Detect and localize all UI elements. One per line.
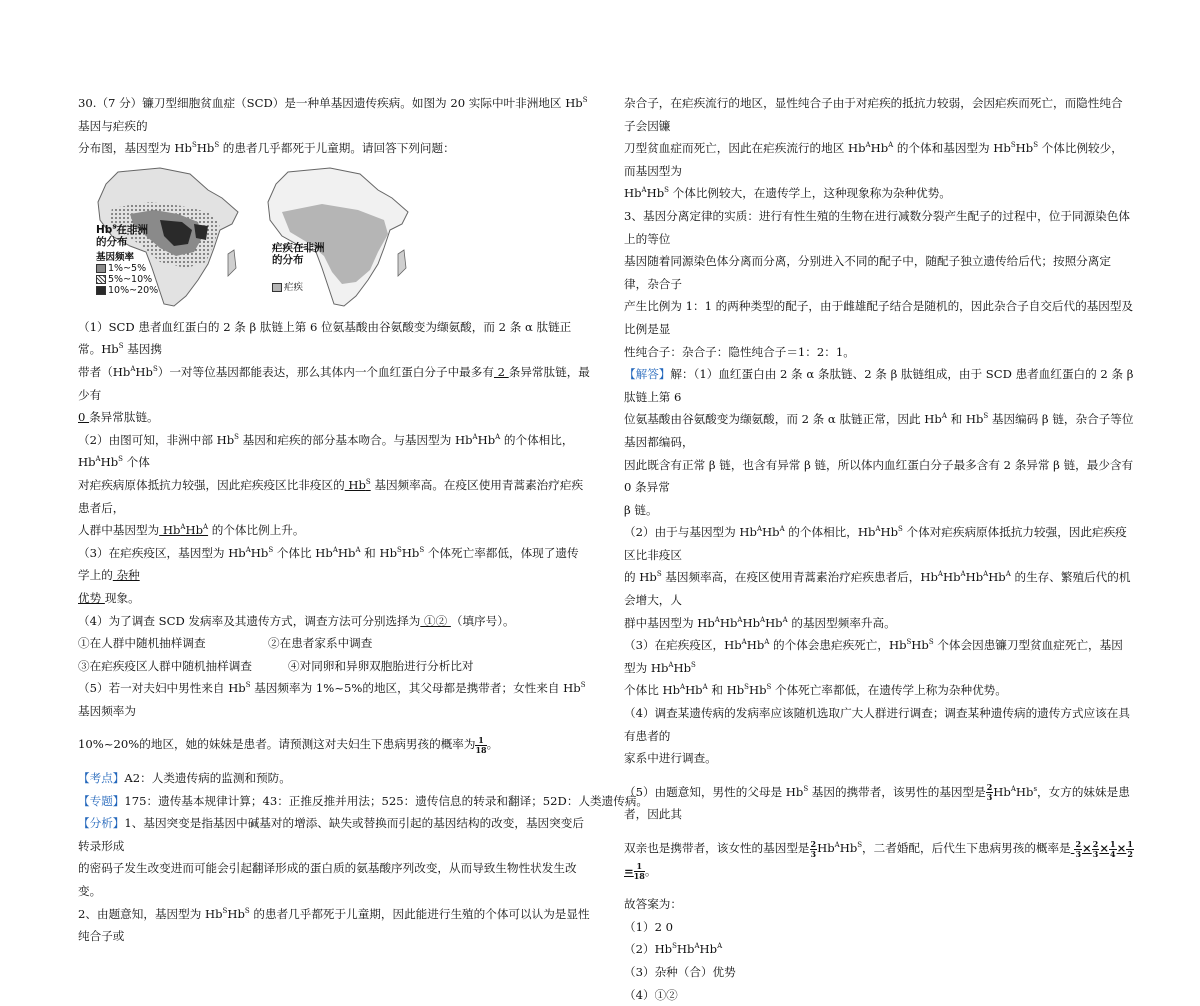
- part2-line3: 人群中基因型为 $Hb^AHb^A$ 的个体比例上升。: [78, 523, 305, 538]
- analysis-line: 杂合子，在疟疾流行的地区，显性纯合子由于对疟疾的抵抗力较弱，会因疟疾而死亡，而隐性纯合子会因镰: [624, 96, 1123, 133]
- fraction: $\frac{2}{3}$: [1092, 838, 1099, 859]
- legend-item-low: 1%~5%: [96, 263, 158, 274]
- part4: （4）为了调查 SCD 发病率及其遗传方式，调查方法可分别选择为 ①② （填序号）。: [78, 613, 515, 628]
- analysis-line: 性纯合子：杂合子：隐性纯合子＝1：2：1。: [624, 344, 855, 359]
- options-row2: ③在疟疾疫区人群中随机抽样调查 ④对同卵和异卵双胞胎进行分析比对: [78, 658, 474, 673]
- solution-line: 双亲也是携带者，该女性的基因型是 $\frac{2}{3}$ $Hb^AHb^S$，二者婚配，后代生下患病男孩的概率是 $\frac{2}{3}$ × $\frac{2}{3}$ × $\frac{1}{4}$ × $\frac{1}{2}$ = $\frac{1}{18}$ 。: [624, 838, 1133, 882]
- solution-line: β 链。: [624, 502, 658, 517]
- part3-line2: 优势 现象。: [78, 590, 140, 605]
- solution-line: 【解答】解：（1）血红蛋白由 2 条 α 条肽链、2 条 β 肽链组成，由于 SCD 患者血红蛋白的 2 条 β 肽链上第 6: [624, 367, 1134, 404]
- legend-swatch-icon: [96, 264, 106, 273]
- fenxi-line3: 2、由题意知，基因型为 $Hb^SHb^S$ 的患者几乎都死于儿童期，因此能进行生殖的个体可以认为是显性纯合子或: [78, 906, 590, 944]
- answer-label: 故答案为：: [624, 897, 682, 912]
- analysis-line: 3、基因分离定律的实质：进行有性生殖的生物在进行减数分裂产生配子的过程中，位于同源染色体上的等位: [624, 208, 1130, 246]
- hbs-map-legend: 基因频率 1%~5% 5%~10% 10%~20%: [96, 251, 159, 296]
- answer-blank: 优势: [78, 590, 105, 605]
- analysis-line: 基因随着同源染色体分离而分离，分别进入不同的配子中，随配子独立遗传给后代；按照分离定律，杂合子: [624, 254, 1111, 291]
- solution-line: 个体比 $Hb^AHb^A$ 和 $Hb^SHb^S$ 个体死亡率都低，在遗传学上称为杂种优势。: [624, 683, 1007, 698]
- analysis-line: 刀型贫血症而死亡，因此在疟疾流行的地区 $Hb^AHb^A$ 的个体和基因型为 $Hb^SHb^S$ 个体比例较少，而基因型为: [624, 141, 1123, 178]
- answer-blank: [475, 734, 487, 755]
- africa-maps-figure: [90, 164, 420, 314]
- part2: （2）由图可知，非洲中部 $Hb^S$ 基因和疟疾的部分基本吻合。与基因型为 $Hb^AHb^A$ 的个体相比，$Hb^AHb^S$ 个体: [78, 432, 574, 470]
- answer-4: （4）①②: [624, 987, 678, 1002]
- analysis-line: $Hb^AHb^S$ 个体比例较大，在遗传学上，这种现象称为杂种优势。: [624, 186, 951, 201]
- fraction: $\frac{2}{3}$: [986, 782, 993, 803]
- answer-blank: ①②: [420, 613, 451, 628]
- kaodian: 【考点】A2：人类遗传病的监测和预防。: [78, 771, 291, 786]
- solution-line: 因此既含有正常 β 链，也含有异常 β 链，所以体内血红蛋白分子最多含有 2 条异常 β 链，最少含有 0 条异常: [624, 457, 1134, 495]
- jieda-tag: 【解答】: [624, 367, 671, 382]
- right-column: [624, 92, 1134, 1006]
- solution-line: （4）调查某遗传病的发病率应该随机选取广大人群进行调查；调查某种遗传病的遗传方式应该在具有患者的: [624, 706, 1130, 743]
- fenxi: 【分析】1、基因突变是指基因中碱基对的增添、缺失或替换而引起的基因结构的改变，基因突变后转录形成: [78, 816, 584, 853]
- part1: （1）SCD 患者血红蛋白的 2 条 β 肽链上第 6 位氨基酸由谷氨酸变为缬氨酸，而 2 条 α 肽链正常。$Hb^S$ 基因携: [78, 319, 572, 357]
- kaodian-tag: 【考点】: [78, 771, 125, 786]
- malaria-map-legend: 疟疾: [272, 282, 303, 293]
- solution-line: 家系中进行调查。: [624, 751, 717, 766]
- fraction: $\frac{1}{2}$: [1127, 838, 1133, 859]
- part5-line2: 10%~20%的地区，她的妹妹是患者。请预测这对夫妇生下患病男孩的概率为 $\frac{1}{18}$ 。: [78, 734, 499, 755]
- fraction: $\frac{2}{3}$: [810, 838, 817, 859]
- zhuanti: 【专题】175：遗传基本规律计算；43：正推反推并用法；525：遗传信息的转录和翻译；52D：人类遗传病。: [78, 793, 649, 808]
- fenxi-line2: 的密码子发生改变进而可能会引起翻译形成的蛋白质的氨基酸序列改变，从而导致生物性状发生改变。: [78, 861, 577, 899]
- answer-1: （1）2 0: [624, 919, 674, 934]
- answer-3: （3）杂种（合）优势: [624, 964, 736, 979]
- fenxi-tag: 【分析】: [78, 816, 125, 831]
- legend-swatch-icon: [96, 286, 106, 295]
- legend-swatch-icon: [96, 275, 106, 284]
- fraction: $\frac{1}{18}$: [475, 734, 487, 755]
- part3: （3）在疟疾疫区，基因型为 $Hb^AHb^S$ 个体比 $Hb^AHb^A$ 和 $Hb^SHb^S$ 个体死亡率都低，体现了遗传学上的 杂种: [78, 545, 579, 583]
- question-line2: 分布图，基因型为 $Hb^SHb^S$ 的患者几乎都死于儿童期。请回答下列问题：: [78, 141, 455, 156]
- solution-line: 位氨基酸由谷氨酸变为缬氨酸，而 2 条 α 肽链正常，因此 $Hb^A$ 和 $Hb^S$ 基因编码 β 链，杂合子等位基因都编码，: [624, 412, 1134, 449]
- answer-blank: 2: [493, 364, 509, 379]
- probability-calculation: $\frac{2}{3}$ × $\frac{2}{3}$ × $\frac{1}{4}$ × $\frac{1}{2}$ = $\frac{1}{18}$: [624, 838, 1133, 882]
- answer-blank: $Hb^S$: [344, 477, 371, 492]
- part1-line2: 带者$(Hb^AHb^S)$一对等位基因都能表达，那么其体内一个血红蛋白分子中最多有 2 条异常肽链，最少有: [78, 364, 590, 402]
- part2-line2: 对疟疾病原体抵抗力较强，因此疟疾疫区比非疫区的 $Hb^S$ 基因频率高。在疫区使用青蒿素治疗疟疾患者后，: [78, 477, 584, 515]
- part1-line3: 0 条异常肽链。: [78, 410, 159, 425]
- fraction: $\frac{1}{4}$: [1110, 838, 1116, 859]
- solution-line: （2）由于与基因型为 $Hb^AHb^A$ 的个体相比，$Hb^AHb^S$ 个体对疟疾病原体抵抗力较强，因此疟疾疫区比非疫区: [624, 525, 1127, 562]
- solution-line: 群中基因型为 $Hb^AHb^AHb^AHb^A$ 的基因型频率升高。: [624, 615, 896, 630]
- answer-blank: 0: [78, 410, 90, 425]
- fraction: $\frac{1}{18}$: [633, 861, 645, 882]
- solution-line: 的 $Hb^S$ 基因频率高，在疫区使用青蒿素治疗疟疾患者后，$Hb^AHb^AHb^AHb^A$ 的生存、繁殖后代的机会增大，人: [624, 570, 1131, 608]
- answer-2: $(2)Hb^SHb^AHb^A$: [624, 942, 723, 957]
- answer-blank: $Hb^AHb^A$: [159, 523, 209, 538]
- part5: （5）若一对夫妇中男性来自 $Hb^S$ 基因频率为 1%~5%的地区，其父母都是携带者；女性来自 $Hb^S$ 基因频率为: [78, 681, 586, 718]
- zhuanti-tag: 【专题】: [78, 793, 125, 808]
- legend-swatch-icon: [272, 283, 282, 292]
- legend-item-mid: 5%~10%: [96, 274, 158, 285]
- hbs-map-title: Hb$^s$在非洲 的分布: [96, 222, 148, 248]
- answer-blank: 杂种: [112, 568, 140, 583]
- malaria-map-title: 疟疾在非洲 的分布: [272, 241, 325, 266]
- legend-item-high: 10%~20%: [96, 285, 158, 296]
- options-row1: ①在人群中随机抽样调查 ②在患者家系中调查: [78, 636, 373, 651]
- solution-line: （3）在疟疾疫区，$Hb^AHb^A$ 的个体会患疟疾死亡，$Hb^SHb^S$ 个体会因患镰刀型贫血症死亡，基因型为 $Hb^AHb^S$: [624, 638, 1123, 675]
- question-title: 30.（7 分）镰刀型细胞贫血症（SCD）是一种单基因遗传疾病。如图为 20 实际中叶非洲地区 $Hb^S$ 基因与疟疾的: [78, 96, 588, 133]
- analysis-line: 产生比例为 1：1 的两种类型的配子，由于雌雄配子结合是随机的，因此杂合子自交后代的基因型及比例是显: [624, 299, 1134, 336]
- solution-line: （5）由题意知，男性的父母是 $Hb^S$ 基因的携带者，该男性的基因型是 $\frac{2}{3}$ $Hb^AHb^s$，女方的妹妹是患者，因此其: [624, 782, 1130, 822]
- fraction: $\frac{2}{3}$: [1075, 838, 1082, 859]
